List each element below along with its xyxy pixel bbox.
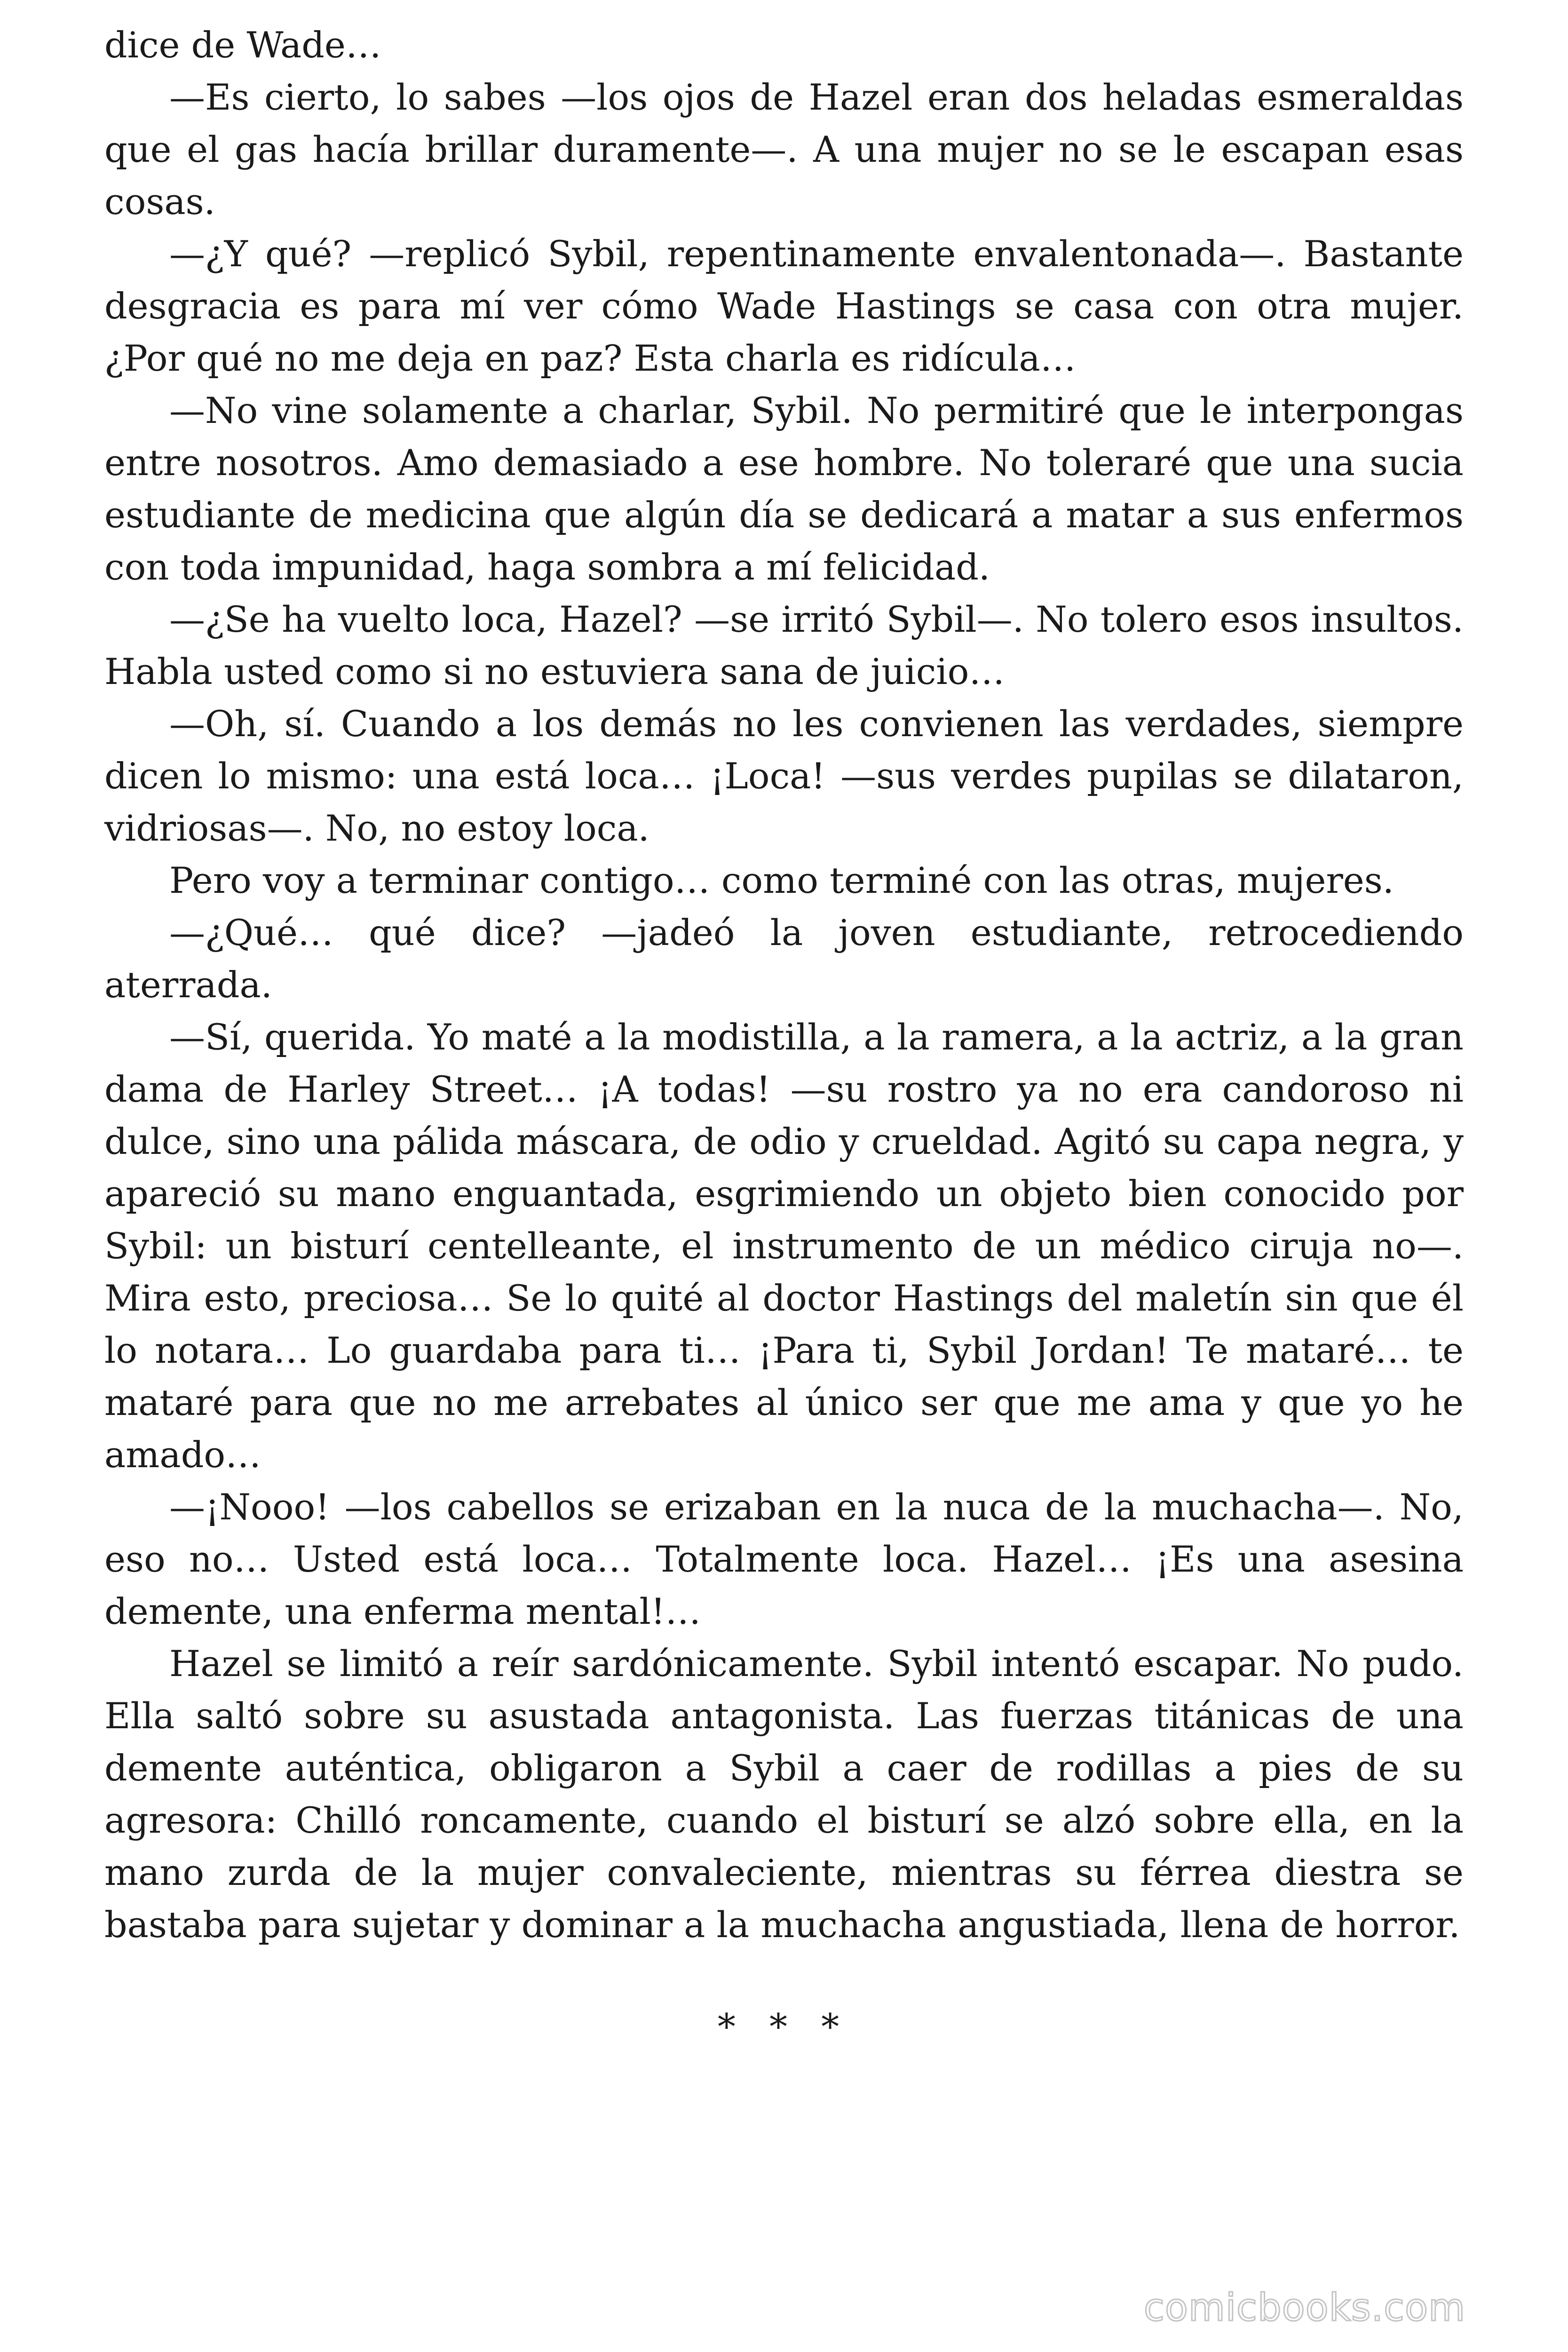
- paragraph: —Sí, querida. Yo maté a la modistilla, a la ramera, a la actriz, a la gran dama de Harley Street… ¡A todas! —su rostro ya no era candoroso ni dulce, sino una pálida máscara, de odio y crueldad. Agitó su capa negra, y apareció su mano enguantada, esgrimiendo un objeto bien conocido por Sybil: un bisturí centelleante, el instrumento de un médico ciruja no—. Mira esto, preciosa… Se lo quité al doctor Hastings del maletín sin que él lo notara… Lo guardaba para ti… ¡Para ti, Sybil Jordan! Te mataré… te mataré para que no me arrebates al único ser que me ama y que yo he amado…: [104, 1016, 1464, 1476]
- book-page: [104, 19, 1464, 2053]
- paragraph: Pero voy a terminar contigo… como terminé con las otras, mujeres.: [169, 859, 1394, 901]
- scene-break: * * *: [717, 2006, 851, 2048]
- paragraph-continuation: dice de Wade…: [104, 24, 381, 66]
- paragraph: —¡Nooo! —los cabellos se erizaban en la nuca de la muchacha—. No, eso no… Usted está loca… Totalmente loca. Hazel… ¡Es una asesina demente, una enferma mental!…: [104, 1486, 1464, 1632]
- paragraph: Hazel se limitó a reír sardónicamente. Sybil intentó escapar. No pudo. Ella saltó sobre su asustada antagonista. Las fuerzas titánicas de una demente auténtica, obligaron a Sybil a caer de rodillas a pies de su agresora: Chilló roncamente, cuando el bisturí se alzó sobre ella, en la mano zurda de la mujer convaleciente, mientras su férrea diestra se bastaba para sujetar y dominar a la muchacha angustiada, llena de horror.: [104, 1643, 1464, 1946]
- paragraph: —Es cierto, lo sabes —los ojos de Hazel eran dos heladas esmeraldas que el gas hacía brillar duramente—. A una mujer no se le escapan esas cosas.: [104, 76, 1464, 222]
- paragraph: —No vine solamente a charlar, Sybil. No permitiré que le interpongas entre nosotros. Amo demasiado a ese hombre. No toleraré que una sucia estudiante de medicina que algún día se dedicará a matar a sus enfermos con toda impunidad, haga sombra a mí felicidad.: [104, 389, 1464, 588]
- paragraph: —Oh, sí. Cuando a los demás no les convienen las verdades, siempre dicen lo mismo: una está loca… ¡Loca! —sus verdes pupilas se dilataron, vidriosas—. No, no estoy loca.: [104, 703, 1464, 849]
- watermark: comicbooks.com: [1143, 2286, 1465, 2329]
- paragraph: —¿Qué… qué dice? —jadeó la joven estudiante, retrocediendo aterrada.: [104, 912, 1464, 1006]
- paragraph: —¿Se ha vuelto loca, Hazel? —se irritó Sybil—. No tolero esos insultos. Habla usted como si no estuviera sana de juicio…: [104, 598, 1464, 692]
- paragraph: —¿Y qué? —replicó Sybil, repentinamente envalentonada—. Bastante desgracia es para mí ver cómo Wade Hastings se casa con otra mujer. ¿Por qué no me deja en paz? Esta charla es ridícula…: [104, 233, 1464, 379]
